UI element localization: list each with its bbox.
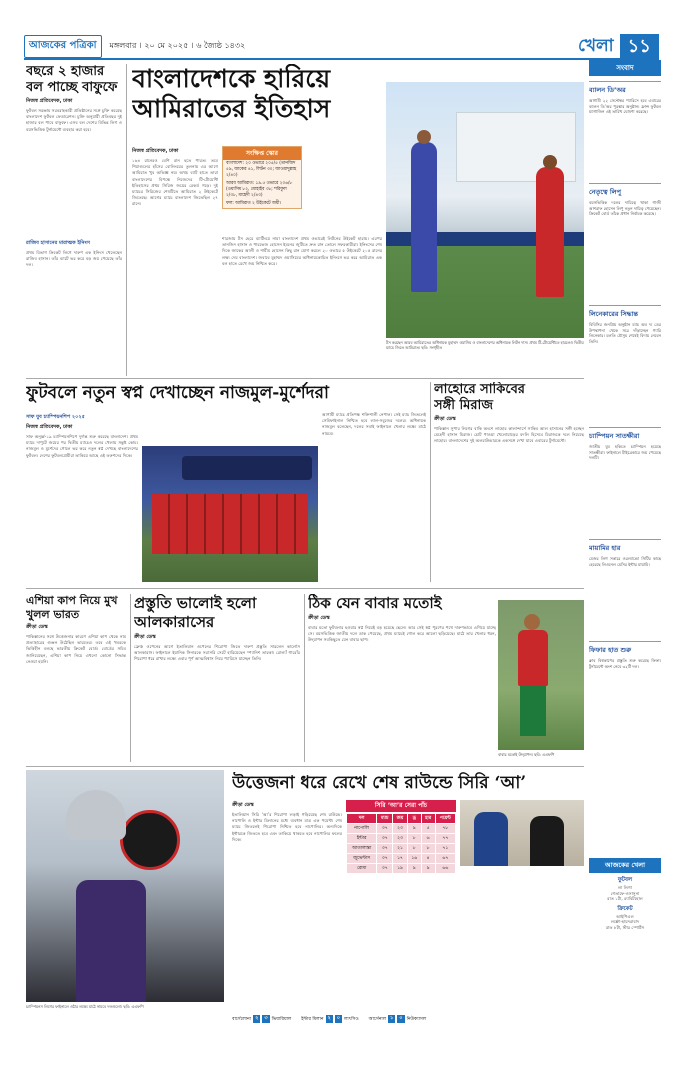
trophy-banner xyxy=(182,456,312,480)
lead-headline-block xyxy=(132,64,382,134)
standings-cell: জুভেন্টাস xyxy=(347,854,377,864)
divider xyxy=(26,378,584,379)
todays-games-box xyxy=(589,858,661,1008)
scorecard-title: সংক্ষিপ্ত স্কোর xyxy=(223,147,301,160)
father-headline: ঠিক যেন বাবার মতোই xyxy=(308,594,442,612)
standings-header-cell: হার xyxy=(421,814,435,824)
agenda-line: রাত ৮টা, স্টার স্পোর্টস xyxy=(605,924,645,930)
agenda-line: আইপিএল xyxy=(616,913,634,919)
cup-photo xyxy=(26,770,224,1002)
father-photo-caption: বাবার মতোই উদ্‌যাপন। ছবি: এএফপি xyxy=(498,752,555,757)
player-figure xyxy=(76,880,146,1002)
football-body-col1 xyxy=(26,412,138,582)
seriea-photo xyxy=(460,800,584,866)
standings-header-cell: জয় xyxy=(393,814,408,824)
table-row xyxy=(347,824,456,834)
left-top-body: ফুটবল সরঞ্জাম সরবরাহকারী প্রতিষ্ঠানের সঙ্গে চুক্তি করেছে বাংলাদেশ ফুটবল ফেডারেশন। চুক্তি অনুযায়ী প্রতিবছর দুই হাজার বল পাবে বাফুফে। এসব বল দেশের বিভিন্ন লিগ ও বয়সভিত্তিক টুর্নামেন্টে ব্যবহার করা হবে। xyxy=(26,108,122,132)
standings-header-cell: ড্র xyxy=(407,814,421,824)
standings-cell: ৮ xyxy=(407,844,421,854)
lead-photo xyxy=(386,82,584,338)
table-row xyxy=(347,864,456,874)
lead-headline-1: বাংলাদেশকে হারিয়ে xyxy=(132,64,331,93)
agenda-line: রাত ১টা, র‌্যাবিটহোল xyxy=(607,896,643,901)
divider xyxy=(126,64,127,376)
lahore-byline: ক্রীড়া ডেস্ক xyxy=(434,416,456,422)
standings-cell: ৬৬ xyxy=(435,864,455,874)
lead-byline: নিজস্ব প্রতিবেদক, ঢাকা xyxy=(132,148,179,154)
standings-cell: ৪ xyxy=(421,854,435,864)
standings-cell: ৬ xyxy=(421,834,435,844)
seriea-body-col xyxy=(232,800,342,1008)
result-item xyxy=(232,1015,291,1023)
football-headline-block xyxy=(26,382,426,406)
standings-header-cell: ম্যাচ xyxy=(377,814,393,824)
standings-cell: ইন্টার xyxy=(347,834,377,844)
father-article xyxy=(308,594,496,762)
football-team-photo xyxy=(142,446,318,582)
newspaper-logo: আজকের পত্রিকা xyxy=(24,35,102,58)
football-body2: আগামী ম্যাচে প্রতিপক্ষ শক্তিশালী নেপাল। সেই ম্যাচ জিতলেই সেমিফাইনাল নিশ্চিত হবে লাল-সবুজের দলের। অধিনায়ক নাজমুল বলেছেন, দলের সবাই ফাইনালে খেলার লক্ষ্যে মাঠে নামবে। xyxy=(322,412,426,436)
standings-header-row xyxy=(347,814,456,824)
lead-body: ১৬৪ রানেরও বেশি রান হতে পারত। তবে শিয়াগুলের হাঁসের বোলিংয়ের তুলনায় এর আগে আমিরাত খুব অভিজ্ঞ নয়। অথচ ব্যাট হাতে তারা বাংলাদেশের বিপক্ষে নিজেদের টি-টোয়েন্টি ইতিহাসের প্রথম সিরিজ জয়ের রেকর্ড গড়ে। দুই ম্যাচের সিরিজের শেষটিতে আমিরাত ২ উইকেটে জিতেছে। আগের ম্যাচে বাংলাদেশ জিতেছিল ২৭ রানে। xyxy=(132,158,218,207)
standings-cell: ৯ xyxy=(407,824,421,834)
sidebar-item-title: ফিফার হাত শুরু xyxy=(589,641,661,656)
standings-cell: ২১ xyxy=(393,844,408,854)
asia-cup-body: পাকিস্তানের সঙ্গে উত্তেজনার কারণে এশিয়া কাপ থেকে নাম প্রত্যাহারের গুঞ্জন উঠেছিল ভারতের। তবে এই খবরকে ভিত্তিহীন বলছে ভারতীয় ক্রিকেট বোর্ড। বোর্ডের সচিব জানিয়েছেন, এশিয়া কাপ নিয়ে এখনো কোনো সিদ্ধান্ত নেওয়া হয়নি। xyxy=(26,634,126,664)
left-top-subhead: রাজিব হাসানের মারাত্মক ইনিংস xyxy=(26,240,90,246)
sidebar-item-text: আগামী ২২ সেপ্টেম্বর প্যারিসে হবে এবারের ব্যালন ডি’অর পুরস্কার অনুষ্ঠান। ফ্রান্স ফুটবল ম্যাগাজিন এই তারিখ ঘোষণা করেছে। xyxy=(589,98,661,115)
player-figure-b xyxy=(530,816,564,866)
left-top-byline: নিজস্ব প্রতিবেদক, ঢাকা xyxy=(26,98,73,104)
agenda-line: লা লিগা xyxy=(618,885,632,890)
standings-header-cell: পয়েন্ট xyxy=(435,814,455,824)
father-photo xyxy=(498,600,584,750)
divider xyxy=(130,594,131,762)
player-head-right xyxy=(543,155,557,169)
seriea-body: ইতালিয়ান সিরি ‘আ’র শিরোপা লড়াই গড়িয়েছে শেষ রাউন্ডে। নাপোলি ও ইন্টার মিলানের মধ্যে ব্যবধান মাত্র এক পয়েন্ট। শেষ ম্যাচে জিতলেই শিরোপা নিশ্চিত হবে নাপোলির। অন্যদিকে ইন্টারকে জিততে হবে এবং তাকিয়ে থাকতে হবে নাপোলির ফলের দিকে। xyxy=(232,812,342,842)
football-body: সাফ অনূর্ধ্ব-১৯ চ্যাম্পিয়নশিপে দুর্দান্ত শুরু করেছে বাংলাদেশ। প্রথম ম্যাচে দাপুটে জয়ের পর দ্বিতীয় ম্যাচেও দলের খেলায় সন্তুষ্ট কোচ। নাজমুল ও মুর্শেদের গোলে ভর করে নতুন স্বপ্ন দেখছে বাংলাদেশের ফুটবল। দেশের ফুটবলপ্রেমীরা তাকিয়ে আছে এই তরুণদের দিকে। xyxy=(26,434,138,458)
table-row xyxy=(347,834,456,844)
divider xyxy=(430,382,431,582)
away-score: ০ xyxy=(399,1015,403,1021)
home-score: ১ xyxy=(390,1015,394,1021)
agenda-sport: ক্রিকেট xyxy=(617,905,633,912)
result-item xyxy=(301,1015,358,1023)
result-item xyxy=(369,1015,426,1023)
left-top-headline: বছরে ২ হাজার বল পাচ্ছে বাফুফে xyxy=(26,64,118,95)
table-row xyxy=(347,854,456,864)
standings-cell: ৩৭ xyxy=(377,844,393,854)
masthead xyxy=(24,34,659,60)
page-number: ১১ xyxy=(620,34,659,60)
divider xyxy=(304,594,305,762)
lahore-headline-2: সঙ্গী মিরাজ xyxy=(434,398,493,413)
lahore-article xyxy=(434,382,584,582)
alcaraz-headline-1: প্রস্তুতি ভালোই হলো xyxy=(134,594,257,612)
standings-title: সিরি ‘আ’র সেরা পাঁচ xyxy=(346,800,456,812)
lahore-headline-1: লাহোরে সাকিবের xyxy=(434,382,525,397)
agenda-line: গেতাফে-ওসাসুনা xyxy=(610,890,640,896)
standings-cell: ২৩ xyxy=(393,834,408,844)
sidebar-head: সংবাদ xyxy=(589,60,661,76)
asia-cup-byline: ক্রীড়া ডেস্ক xyxy=(26,624,48,630)
standings-cell: ১৭ xyxy=(393,854,408,864)
standings-cell: ৬৭ xyxy=(435,854,455,864)
lead-body-col2 xyxy=(222,236,382,376)
divider xyxy=(26,766,584,767)
home-score: ২ xyxy=(255,1015,259,1021)
issue-date: মঙ্গলবার । ২০ মে ২০২৫ । ৬ জ্যৈষ্ঠ ১৪৩২ xyxy=(109,40,246,50)
trophy xyxy=(66,790,126,840)
player-shorts xyxy=(520,686,546,736)
scorecard-line-2: আরব আমিরাত: ১৯.৫ ওভারে ২০৬/৮ (ওয়াসিম ৮২, যোহাইব ৩৮; শরিফুল ২/৩৮, মাহেদী ২/৪৩) xyxy=(226,181,293,198)
football-strap: সাফ যুব চ্যাম্পিয়নশিপ ২০২৫ xyxy=(26,414,85,420)
standings-cell: রোমা xyxy=(347,864,377,874)
alcaraz-body: ফ্রেঞ্চ ওপেনের আগে ইতালিয়ান ওপেনের শিরোপা জিতে দারুণ প্রস্তুতি সারলেন কার্লোস আলকারাস। ফাইনালে ইয়ানিক সিনারকে সরাসরি সেটে হারিয়েছেন স্প্যানিশ তারকা। রোল্যাঁ গারোঁর শিরোপা ধরে রাখার লক্ষ্যে এবার পূর্ণ আত্মবিশ্বাস নিয়ে প্যারিসে যাচ্ছেন তিনি। xyxy=(134,644,300,662)
football-body-col2 xyxy=(322,412,426,582)
agenda-head: আজকের খেলা xyxy=(589,858,661,873)
standings-cell: আতালান্তা xyxy=(347,844,377,854)
standings-cell: ৩৭ xyxy=(377,854,393,864)
player-figure-left xyxy=(411,142,437,292)
results-strip xyxy=(232,1013,582,1025)
section-name: খেলা xyxy=(577,36,614,56)
cup-photo-caption: চ্যাম্পিয়নস লিগের ফাইনালে ওঠার লক্ষ্যে মাঠে নামবে দলগুলো। ছবি: এএফপি xyxy=(26,1004,144,1009)
standings-cell: ৭১ xyxy=(435,844,455,854)
standings-cell: ৯ xyxy=(407,864,421,874)
sidebar-item-title: লিনেকারের সিদ্ধান্ত xyxy=(589,305,661,320)
standings-cell: ৩৭ xyxy=(377,834,393,844)
agenda-sport: ফুটবল xyxy=(617,877,633,883)
sidebar-item-text: বয়সভিত্তিক দলের দায়িত্বে থাকা গাজী আশরাফ হোসেন লিপু নতুন দায়িত্ব পেয়েছেন। ক্রিকেট বোর্ড তাঁকে প্রধান নির্বাচক করেছে। xyxy=(589,200,661,217)
players-row xyxy=(152,494,308,554)
sidebar-item-title: চ্যাম্পিয়ন সাতক্ষীরা xyxy=(589,427,661,442)
left-top-article xyxy=(26,64,122,374)
home-team: আর্সেনাল xyxy=(368,1016,387,1022)
away-score: ৩ xyxy=(264,1015,268,1021)
away-team: লাৎসিও xyxy=(344,1016,359,1022)
player-figure-right xyxy=(536,167,564,297)
divider xyxy=(26,588,584,589)
standings-cell: ৯ xyxy=(421,864,435,874)
standings-header-cell: দল xyxy=(347,814,377,824)
player-shirt xyxy=(518,630,548,686)
table-row xyxy=(347,844,456,854)
home-team: বার্সেলোনা xyxy=(232,1016,252,1022)
home-score: ২ xyxy=(327,1015,331,1021)
home-team: ইন্টার মিলান xyxy=(301,1016,324,1022)
seriea-byline: ক্রীড়া ডেস্ক xyxy=(232,802,254,808)
scorecard-box xyxy=(222,146,302,209)
sidebar-item-text: বিবিসির জনপ্রিয় অনুষ্ঠান ম্যাচ অব দ্য ডের উপস্থাপনা থেকে সরে দাঁড়াচ্ছেন গ্যারি লিনেকার। চলতি মৌসুম শেষেই বিদায় নেবেন তিনি। xyxy=(589,322,661,344)
lead-body-col1 xyxy=(132,146,218,376)
father-byline: ক্রীড়া ডেস্ক xyxy=(308,615,330,621)
away-team: নিউক্যাসল xyxy=(406,1016,427,1022)
away-score: ০ xyxy=(336,1015,341,1021)
sidebar-item-text: ক্লাব বিশ্বকাপের প্রস্তুতি শুরু করেছে ফিফা। টুর্নামেন্টে অংশ নেবে ৩২টি দল। xyxy=(589,658,661,669)
seriea-headline-block xyxy=(232,772,584,796)
father-body: বাবার মতো ফুটবলার হওয়ার স্বপ্ন নিয়েই বড় হয়েছে ছেলে। আর সেই স্বপ্ন পূরণের পথে দারুণভাবে এগিয়ে যাচ্ছে সে। বয়সভিত্তিক জাতীয় দলে ডাক পেয়েছে, প্রথম ম্যাচেই গোল করে আলো ছড়িয়েছে। মাঠে তার খেলার ধরন, উদ্‌যাপন সবকিছুতে যেন বাবার ছাপ। xyxy=(308,625,496,643)
player-figure-a xyxy=(474,812,508,866)
away-team: ভিয়ারিয়াল xyxy=(271,1016,292,1022)
sidebar-item-text: মেজর লিগ সকারে ওরল্যান্ডো সিটির কাছে হেরেছে লিওনেল মেসির ইন্টার মায়ামি। xyxy=(589,556,661,567)
standings-table xyxy=(346,813,456,874)
left-top-body2: প্রথম বিভাগ ক্রিকেট লিগে দারুণ এক ইনিংস খেলেছেন রাজিব হাসান। তাঁর ব্যাটে ভর করে বড় জয় পেয়েছে তাঁর দল। xyxy=(26,250,122,268)
standings-cell: নাপোলি xyxy=(347,824,377,834)
standings-cell: ৮ xyxy=(421,844,435,854)
sidebar-item-title: ব্যালন ডি’অর xyxy=(589,81,661,96)
standings-cell: ১৬ xyxy=(407,854,421,864)
standings-cell: ৩৭ xyxy=(377,864,393,874)
asia-cup-article xyxy=(26,594,126,762)
standings-cell: ৫ xyxy=(421,824,435,834)
standings-cell: ২৩ xyxy=(393,824,408,834)
agenda-line: লক্ষ্ণৌ-হায়দরাবাদ xyxy=(610,919,640,924)
lead-body2: শারজায় টস হেরে ব্যাটিংয়ে নামা বাংলাদেশ প্রথম ওভারেই লিটনের উইকেট হারায়। এরপর তানজিদ হাসান ও পারভেজ হোসেন ইমনের জুটিতে দ্রুত রান তোলে সফরকারীরা। ইনিংসের শেষ দিকে জাকের আলী ও শামীম হোসেন কিছু রান যোগ করলে ২০ ওভারে ৫ উইকেটে ২০৫ রানের লক্ষ্য দেয় বাংলাদেশ। জবাবে মুহাম্মদ ওয়াসিমের অধিনায়কোচিত ইনিংসে ভর করে আমিরাত এক বল হাতে রেখে জয় নিশ্চিত করে। xyxy=(222,236,382,266)
football-headline: ফুটবলে নতুন স্বপ্ন দেখাচ্ছেন নাজমুল-মুর্শেদরা xyxy=(26,383,329,403)
sidebar-item-title: মায়ামির হার xyxy=(589,539,661,554)
football-byline: নিজস্ব প্রতিবেদক, ঢাকা xyxy=(26,424,73,430)
player-head xyxy=(524,614,540,630)
asia-cup-headline: এশিয়া কাপ নিয়ে মুখ খুলল ভারত xyxy=(26,594,118,621)
lead-photo-caption: টস করছেন আরব আমিরাতের অধিনায়ক মুহাম্মদ ওয়াসিম ও বাংলাদেশের অধিনায়ক লিটন দাস। প্রথম টি-টোয়েন্টিতে হারলেও দ্বিতীয় ম্যাচে জিতে আমিরাত। ছবি: সংগৃহীত xyxy=(386,340,584,350)
standings-cell: ৭৭ xyxy=(435,834,455,844)
alcaraz-headline-2: আলকারাসের xyxy=(134,613,215,631)
standings-cell: ১৯ xyxy=(393,864,408,874)
alcaraz-article xyxy=(134,594,300,762)
alcaraz-byline: ক্রীড়া ডেস্ক xyxy=(134,634,156,640)
standings-cell: ৭৮ xyxy=(435,824,455,834)
seriea-headline: উত্তেজনা ধরে রেখে শেষ রাউন্ডে সিরি ‘আ’ xyxy=(232,773,527,793)
player-head-left xyxy=(417,130,431,144)
standings-cell: ৮ xyxy=(407,834,421,844)
rfef-logo-badge xyxy=(120,810,180,870)
sidebar-item-text: জাতীয় যুব হকিতে চ্যাম্পিয়ন হয়েছে সাতক্ষীরা। ফাইনালে টাইব্রেকারে জয় পেয়েছে দলটি। xyxy=(589,444,661,461)
lahore-body: পাকিস্তান সুপার লিগের বাকি অংশে লাহোর কালান্দার্সে সাকিব আল হাসানের সঙ্গী হচ্ছেন মেহেদী হাসান মিরাজ। চোট পাওয়া খেলোয়াড়ের বদলি হিসেবে মিরাজকে দলে নিয়েছে লাহোর। বাংলাদেশের দুই অলরাউন্ডারকে একসঙ্গে দেখা যাবে এবারের টুর্নামেন্টে। xyxy=(434,426,584,444)
sidebar-item-title: নেতৃত্বে লিপু xyxy=(589,183,661,198)
scorecard-line-1: বাংলাদেশ: ২০ ওভারে ২০৫/৫ (তানজিদ ৫৯, জাকের ৪১, লিটন ৩০; জাওয়াদুল্লাহ ২/৪০) xyxy=(226,161,297,178)
standings-cell: ৩৭ xyxy=(377,824,393,834)
lead-headline-2: আমিরাতের ইতিহাস xyxy=(132,94,331,123)
scorecard-line-3: ফল: আমিরাত ২ উইকেটে জয়ী। xyxy=(226,201,282,206)
